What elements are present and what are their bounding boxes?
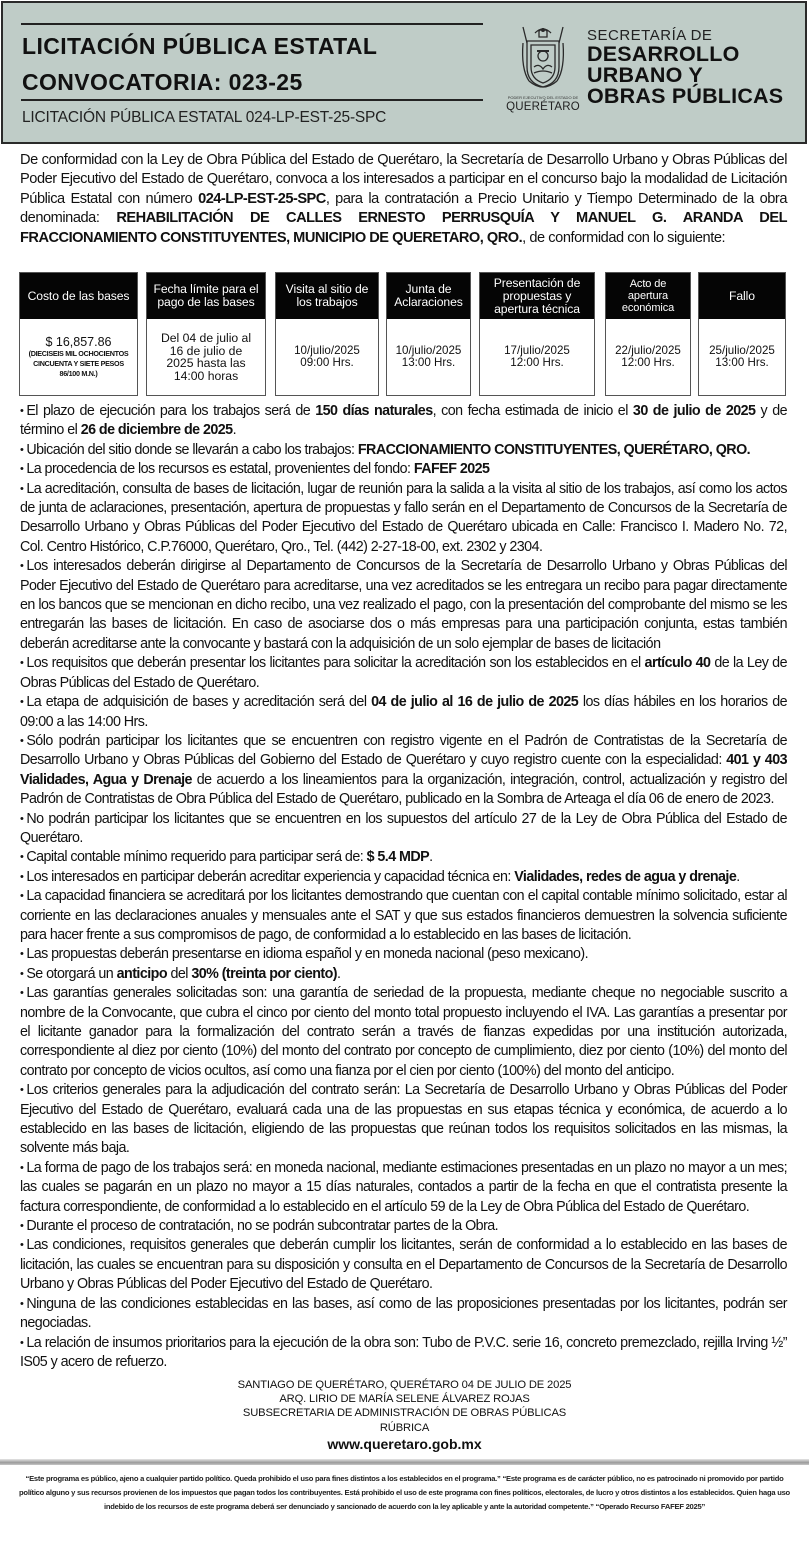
schedule-table: [0, 272, 809, 396]
schedule-header: Acto de apertura económica: [606, 273, 690, 319]
cost-amount-words: (DIECISEIS MIL OCHOCIENTOS CINCUENTA Y SIETE PESOS 86/100 M.N.): [28, 349, 129, 378]
schedule-header: Fallo: [699, 273, 785, 319]
list-item: [20, 693, 787, 732]
clarifications-date: 10/julio/2025: [395, 344, 462, 357]
minimum-capital: $ 5.4 MDP: [366, 849, 430, 866]
advance-percentage: 30% (treinta por ciento): [191, 965, 338, 982]
technical-opening-date: 17/julio/2025: [504, 344, 570, 357]
bullet-icon: •: [20, 463, 24, 476]
list-item: [20, 1217, 787, 1236]
site-visit-date: 10/julio/2025: [294, 344, 360, 357]
schedule-cell: [606, 319, 690, 395]
text: La relación de insumos prioritarios para la ejecución de la obra son: Tubo de P.V.C. serie 16, concreto premezclado, rejilla Irving ½” IS05 y acero de refuerzo.: [20, 1334, 787, 1370]
list-item: [20, 887, 787, 945]
text: Durante el proceso de contratación, no se podrán subcontratar partes de la Obra.: [26, 1218, 499, 1235]
fund-name: FAFEF 2025: [413, 461, 490, 478]
schedule-cell: [20, 319, 137, 395]
schedule-header: Presentación de propuestas y apertura técnica: [480, 273, 594, 319]
intro-licitacion-number: 024-LP-EST-25-SPC: [198, 190, 326, 207]
secretaria-name: [587, 27, 783, 107]
text: La forma de pago de los trabajos será: en moneda nacional, mediante estimaciones presentadas en un plazo no mayor a un mes; las cuales se pagarán en un plazo no mayor a 15 días naturales, contados a partir de la fecha en que el contratista presente la factura correspondiente, de conformidad a lo establecido en el artículo 59 de la Ley de Obra Pública del Estado de Querétaro.: [20, 1159, 787, 1215]
article-number: artículo 40: [644, 655, 711, 672]
bullet-icon: •: [20, 443, 24, 456]
intro-paragraph: [20, 151, 787, 248]
list-item: [20, 848, 787, 867]
technical-opening-time: 12:00 Hrs.: [510, 356, 564, 369]
bullet-icon: •: [20, 1084, 24, 1097]
bullet-icon: •: [20, 1297, 24, 1310]
ruling-time: 13:00 Hrs.: [715, 356, 769, 369]
list-item: [20, 441, 787, 460]
text: Los criterios generales para la adjudicación del contrato serán: La Secretaría de Desarrollo Urbano y Obras Públicas del Poder Ejecutivo del Estado de Querétaro, evaluará cada una de las propuestas en sus etapas técnica y económica, de acuerdo a lo establecido en las bases de licitación, eligiendo de las propuestas que reúnan todos los requisitos solicitados en las mismas, la solvente más baja.: [20, 1082, 787, 1157]
list-item: [20, 1081, 787, 1159]
bullet-icon: •: [20, 987, 24, 1000]
bullet-icon: •: [20, 405, 24, 417]
text: El plazo de ejecución para los trabajos será de: [26, 403, 316, 419]
schedule-header: Junta de Aclaraciones: [387, 273, 470, 319]
ruling-date: 25/julio/2025: [709, 344, 775, 357]
list-item: [20, 1295, 787, 1334]
convocatoria-number: CONVOCATORIA: 023-25: [22, 69, 303, 95]
schedule-column-clarifications: [386, 272, 471, 396]
bullet-icon: •: [20, 560, 24, 573]
header-rule-top: [21, 23, 483, 25]
legal-notice: “Este programa es público, ajeno a cualquier partido político. Queda prohibido el uso para fines distintos a los establecidos en el programa.” “Este programa es de carácter público, no es patrocinado ni promovido por partido político alguno y sus recursos provienen de los impuestos que pagan todos los contribuyentes. Está prohibido el uso de este programa con fines políticos, electorales, de lucro y otros distintos a los establecidos. Quien haga uso indebido de los recursos de este programa deberá ser denunciado y sancionado de acuerdo con la ley aplicable y ante la autoridad competente.” “Operado Recurso FAFEF 2025”: [19, 1474, 790, 1512]
schedule-header: Visita al sitio de los trabajos: [276, 273, 378, 319]
start-date: 30 de julio de 2025: [632, 403, 756, 419]
list-item: [20, 1334, 787, 1373]
place-date: SANTIAGO DE QUERÉTARO, QUERÉTARO 04 DE JULIO DE 2025: [237, 1379, 572, 1391]
bullet-icon: •: [20, 890, 24, 903]
text: Sólo podrán participar los licitantes que se encuentren con registro vigente en el Padrón de Contratistas de la Secretaría de Desarrollo Urbano y Obras Públicas del Gobierno del Estado de Querétaro y cuyo registro cuente con la especialidad:: [20, 732, 787, 769]
required-experience: Vialidades, redes de agua y drenaje: [514, 868, 737, 885]
payment-deadline-value: Del 04 de julio al 16 de julio de 2025 hasta las 14:00 horas: [160, 331, 252, 383]
text: Las propuestas deberán presentarse en idioma español y en moneda nacional (peso mexicano).: [26, 946, 588, 963]
schedule-header: Fecha límite para el pago de las bases: [147, 273, 265, 319]
site-location: FRACCIONAMIENTO CONSTITUYENTES, QUERÉTARO, QRO.: [357, 441, 751, 458]
specialty: 401 y 403 Vialidades, Agua y Drenaje: [20, 752, 788, 788]
text: de acuerdo a los lineamientos para la organización, integración, control, actualización y registro del Padrón de Contratistas de Obra Pública del Estado de Querétaro, publicado en la Sombra de Arteaga el día 06 de enero de 2023.: [20, 771, 787, 808]
bullet-icon: •: [20, 696, 24, 709]
header-banner: [1, 1, 807, 144]
text: .: [337, 965, 341, 982]
text: Los requisitos que deberán presentar los licitantes para solicitar la acreditación son los establecidos en el: [26, 655, 645, 672]
text: .: [429, 849, 433, 866]
intro-work-name: REHABILITACIÓN DE CALLES ERNESTO PERRUSQUÍA Y MANUEL G. ARANDA DEL FRACCIONAMIENTO CONSTITUYENTES, MUNICIPIO DE QUERETARO, QRO.: [20, 210, 787, 246]
text: Capital contable mínimo requerido para participar será de:: [26, 849, 367, 866]
footer-divider: [0, 1459, 809, 1465]
page-title: LICITACIÓN PÚBLICA ESTATAL: [22, 33, 378, 59]
text: Los interesados deberán dirigirse al Departamento de Concursos de la Secretaría de Desarrollo Urbano y Obras Públicas del Poder Ejecutivo del Estado de Querétaro para acreditarse, una vez acreditados se les entregara un recibo para pagar directamente en los bancos que se mencionan en dicho recibo, una vez realizado el pago, con la presentación del comprobante del mismo se les entregarán las bases de licitación. En caso de asociarse dos o más empresas para una participación conjunta, estas también deberán acreditarse ante la convocante y bastará con la adquisición de un solo ejemplar de bases de licitación: [20, 558, 787, 652]
schedule-cell: [276, 319, 378, 395]
bullet-icon: •: [20, 812, 24, 825]
text: Los interesados en participar deberán acreditar experiencia y capacidad técnica en:: [26, 868, 515, 885]
acquisition-period: 04 de julio al 16 de julio de 2025: [371, 694, 579, 711]
schedule-column-cost: [19, 272, 138, 396]
bullet-icon: •: [20, 734, 24, 747]
secretaria-line3: URBANO Y: [587, 63, 703, 87]
economic-opening-time: 12:00 Hrs.: [621, 356, 675, 369]
intro-text-1: De conformidad con la Ley de Obra Pública del Estado de Querétaro, la Secretaría de Desarrollo Urbano y Obras Públicas del Poder Ejecutivo del Estado de Querétaro, convoca a los interesados a participar en el concurso bajo la modalidad de Licitación Pública Estatal con número: [20, 152, 787, 207]
list-item: [20, 984, 787, 1081]
secretaria-line4: OBRAS PÚBLICAS: [587, 84, 784, 108]
logo-small-text: PODER EJECUTIVO DEL ESTADO DE: [507, 95, 579, 100]
website-link[interactable]: www.queretaro.gob.mx: [327, 1435, 482, 1452]
licitacion-number: LICITACIÓN PÚBLICA ESTATAL 024-LP-EST-25-SPC: [22, 109, 387, 126]
bullet-icon: •: [20, 967, 24, 980]
text: No podrán participar los licitantes que se encuentren en los supuestos del artículo 27 de la Ley de Obra Pública del Estado de Querétaro.: [20, 810, 787, 846]
schedule-column-technical-opening: [479, 272, 595, 396]
text: de la Ley de Obras Públicas del Estado de Querétaro.: [20, 655, 787, 691]
list-item: [20, 460, 787, 479]
schedule-cell: [699, 319, 785, 395]
list-item: [20, 480, 787, 558]
list-item: [20, 1236, 787, 1294]
header-rule-bottom: [21, 99, 483, 101]
list-item: [20, 965, 787, 984]
text: La procedencia de los recursos es estatal, provenientes del fondo:: [26, 461, 414, 478]
schedule-column-payment-deadline: [146, 272, 266, 396]
list-item: [20, 1159, 787, 1217]
schedule-column-ruling: [698, 272, 786, 396]
bullet-icon: •: [20, 1161, 24, 1174]
text: Ninguna de las condiciones establecidas en las bases, así como de las proposiciones presentadas por los licitantes, podrán ser negociadas.: [20, 1295, 787, 1332]
signer-position: SUBSECRETARIA DE ADMINISTRACIÓN DE OBRAS PÚBLICAS: [242, 1407, 567, 1420]
logo-state-name: QUERÉTARO: [506, 101, 580, 113]
intro-text-2: , para la contratación a Precio Unitario y Tiempo Determinado de la obra denominada:: [20, 190, 788, 227]
text: del: [167, 965, 192, 982]
schedule-cell: [387, 319, 470, 395]
text: los días hábiles en los horarios de 09:00 a las 14:00 Hrs.: [20, 694, 787, 730]
text: .: [736, 868, 740, 885]
clarifications-time: 13:00 Hrs.: [401, 356, 456, 369]
end-date: 26 de diciembre de 2025: [80, 422, 233, 439]
text: La acreditación, consulta de bases de licitación, lugar de reunión para la salida a la visita al sitio de los trabajos, así como los actos de junta de aclaraciones, presentación, apertura de propuestas y fallo serán en el Departamento de Concursos de la Secretaría de Desarrollo Urbano y Obras Públicas del Poder Ejecutivo del Estado de Querétaro ubicada en Calle: Francisco I. Madero No. 72, Col. Centro Histórico, C.P.76000, Querétaro, Qro., Tel. (442) 2-27-18-00, ext. 2302 y 2304.: [20, 480, 787, 555]
bullet-icon: •: [20, 851, 24, 864]
signature-block: [0, 1378, 809, 1454]
bullet-icon: •: [20, 1220, 24, 1233]
text: .: [232, 422, 236, 439]
bullet-icon: •: [20, 657, 24, 670]
bullet-icon: •: [20, 870, 24, 883]
schedule-column-economic-opening: [605, 272, 691, 396]
intro-text-3: , de conformidad con lo siguiente:: [522, 229, 726, 246]
secretaria-line2: DESARROLLO: [587, 42, 740, 66]
advance-label: anticipo: [116, 965, 168, 982]
list-item: [20, 810, 787, 849]
cost-amount: $ 16,857.86: [45, 335, 112, 349]
state-coat-of-arms-icon: [517, 23, 569, 93]
text: La capacidad financiera se acreditará por los licitantes demostrando que cuentan con el capital contable mínimo solicitado, estar al corriente en las declaraciones anuales y mensuales ante el SAT y que sus estados financieros demuestren la solvencia suficiente para hacer frente a sus compromisos de pago, de conformidad a lo establecido en las bases de licitación.: [20, 888, 787, 943]
list-item: [20, 557, 787, 654]
schedule-column-site-visit: [275, 272, 379, 396]
list-item: [20, 868, 787, 887]
bullet-icon: •: [20, 1336, 24, 1349]
rubrica: RÚBRICA: [379, 1421, 430, 1434]
text: Las garantías generales solicitadas son: una garantía de seriedad de la propuesta, mediante cheque no negociable suscrito a nombre de la Convocante, que cubra el cinco por ciento del monto total propuesto incluyendo el IVA. Las garantías a presentar por el licitante ganador para la formalización del contrato serán a través de fianzas expedidas por una institución autorizada, correspondiente al diez por ciento (10%) del monto del contrato por concepto de cumplimiento, diez por ciento (10%) del monto del contrato por concepto de vicios ocultos, así como una fianza por el cien por ciento (100%) del monto del anticipo.: [20, 985, 787, 1079]
site-visit-time: 09:00 Hrs.: [300, 356, 354, 369]
text: Se otorgará un: [26, 965, 117, 982]
conditions-list: [20, 402, 787, 1372]
bullet-icon: •: [20, 1239, 24, 1252]
signer-name: ARQ. LIRIO DE MARÍA SELENE ÁLVAREZ ROJAS: [279, 1393, 530, 1406]
secretaria-line1: SECRETARÍA DE: [587, 27, 713, 44]
text: Ubicación del sitio donde se llevarán a cabo los trabajos:: [26, 441, 358, 458]
bullet-icon: •: [20, 948, 24, 961]
list-item: [20, 402, 787, 441]
list-item: [20, 732, 787, 810]
list-item: [20, 654, 787, 693]
queretaro-logo: [504, 23, 582, 115]
schedule-header: Costo de las bases: [20, 273, 137, 319]
text: y de término el: [20, 403, 787, 439]
schedule-cell: [480, 319, 594, 395]
text: La etapa de adquisición de bases y acreditación será del: [26, 694, 372, 711]
duration: 150 días naturales: [315, 403, 433, 419]
schedule-cell: [147, 319, 265, 395]
bullet-icon: •: [20, 482, 24, 495]
list-item: [20, 945, 787, 964]
text: Las condiciones, requisitos generales que deberán cumplir los licitantes, serán de conformidad a lo establecido en las bases de licitación, las cuales se encuentran para su disposición y consulta en el Departamento de Concursos de la Secretaría de Desarrollo Urbano y Obras Públicas del Poder Ejecutivo del Estado de Querétaro.: [20, 1237, 787, 1293]
text: , con fecha estimada de inicio el: [432, 403, 633, 419]
economic-opening-date: 22/julio/2025: [615, 344, 681, 357]
